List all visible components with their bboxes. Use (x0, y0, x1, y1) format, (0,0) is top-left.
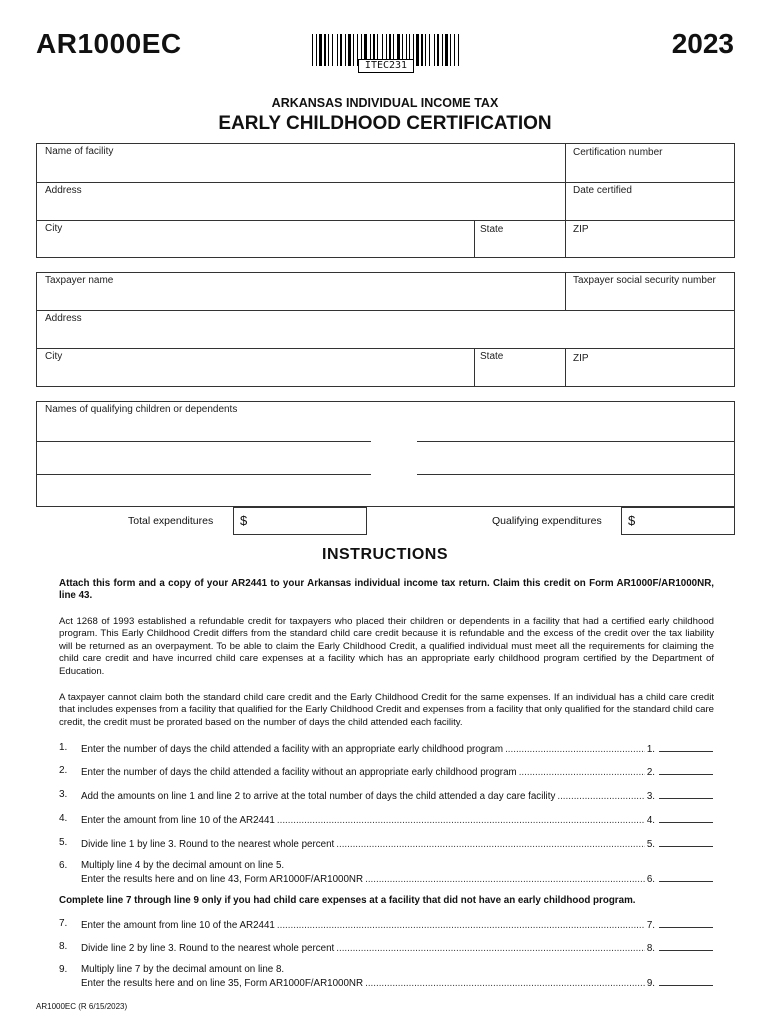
line-3-number: 3. (59, 789, 68, 800)
line-5-text: Divide line 1 by line 3. Round to the nearest whole percent (81, 839, 335, 850)
facility-section (36, 143, 735, 258)
taxpayer-zip-field[interactable]: ZIP (573, 353, 589, 364)
taxpayer-state-field[interactable]: State (480, 351, 504, 362)
line-6-text-a: Multiply line 4 by the decimal amount on line 5. (81, 860, 285, 871)
qualifying-expenditures-field[interactable] (621, 507, 735, 535)
form-revision: AR1000EC (R 6/15/2023) (36, 1002, 128, 1011)
total-expenditures-label: Total expenditures (128, 515, 214, 527)
line-5 (81, 837, 713, 851)
line-6-entry[interactable] (659, 872, 713, 882)
taxpayer-ssn-field[interactable]: Taxpayer social security number (573, 275, 716, 286)
qualifying-expenditures-label: Qualifying expenditures (492, 515, 602, 527)
line-7-entry[interactable] (659, 918, 713, 928)
line-9-number: 9. (59, 964, 68, 975)
qualifying-dollar-sign: $ (628, 513, 636, 528)
line-8-text: Divide line 2 by line 3. Round to the nearest whole percent (81, 943, 335, 954)
line-7-text: Enter the amount from line 10 of the AR2441 (81, 920, 275, 931)
date-certified-field[interactable]: Date certified (573, 185, 632, 196)
line-4-text: Enter the amount from line 10 of the AR2441 (81, 815, 275, 826)
certification-number-field[interactable]: Certification number (573, 147, 663, 158)
line-1-number: 1. (59, 742, 68, 753)
complete-note: Complete line 7 through line 9 only if you had child care expenses at a facility that did not have an early childhood program. (59, 895, 636, 906)
attach-instruction: Attach this form and a copy of your AR2441 to your Arkansas individual income tax return. Claim this credit on Form AR1000F/AR1000NR, line 43. (59, 578, 714, 602)
facility-zip-field[interactable]: ZIP (573, 224, 589, 235)
line-9 (81, 976, 713, 990)
line-2-ref: 2. (646, 767, 655, 778)
line-4-ref: 4. (646, 815, 655, 826)
taxpayer-section (36, 272, 735, 387)
child-name-line-3[interactable] (36, 474, 371, 475)
line-2-number: 2. (59, 765, 68, 776)
line-8-entry[interactable] (659, 941, 713, 951)
line-9-text-a: Multiply line 7 by the decimal amount on line 8. (81, 964, 285, 975)
line-2-entry[interactable] (659, 765, 713, 775)
line-9-text: Enter the results here and on line 35, Form AR1000F/AR1000NR (81, 978, 364, 989)
line-1-text: Enter the number of days the child attended a facility with an appropriate early childhood program (81, 744, 504, 755)
total-dollar-sign: $ (240, 513, 248, 528)
line-6-ref: 6. (646, 874, 655, 885)
facility-state-field[interactable]: State (480, 224, 504, 235)
form-title: EARLY CHILDHOOD CERTIFICATION (218, 113, 552, 134)
form-id: AR1000EC (36, 28, 182, 59)
line-7-number: 7. (59, 918, 68, 929)
taxpayer-address-field[interactable]: Address (45, 313, 82, 324)
line-8-ref: 8. (646, 943, 655, 954)
line-7-ref: 7. (646, 920, 655, 931)
line-2 (81, 765, 713, 779)
line-5-number: 5. (59, 837, 68, 848)
instructions-title: INSTRUCTIONS (322, 546, 448, 563)
instructions-paragraph-1: Act 1268 of 1993 established a refundable credit for taxpayers who placed their children or dependents in a facility that had a certified early childhood program. This Early Childhood Credit differs from the standard child care credit because it is refundable and the excess of the credit over the tax liability will be returned as an overpayment. To be able to claim the Early Childhood Credit, a qualified individual must meet all the requirements for claiming the child care credit and have incurred child care expenses at a facility which has an appropriate early childhood program certified by the Department of Education. (59, 616, 714, 677)
line-1-entry[interactable] (659, 742, 713, 752)
child-name-line-2[interactable] (417, 441, 735, 442)
total-expenditures-field[interactable] (233, 507, 367, 535)
barcode-text: ITEC231 (358, 59, 414, 73)
line-4 (81, 813, 713, 827)
facility-name-field[interactable]: Name of facility (45, 146, 114, 157)
line-3-ref: 3. (646, 791, 655, 802)
line-8 (81, 941, 713, 955)
facility-city-field[interactable]: City (45, 223, 63, 234)
line-1 (81, 742, 713, 756)
line-8-number: 8. (59, 941, 68, 952)
taxpayer-name-field[interactable]: Taxpayer name (45, 275, 114, 286)
line-9-entry[interactable] (659, 976, 713, 986)
line-3 (81, 789, 713, 803)
instructions-paragraph-2: A taxpayer cannot claim both the standard child care credit and the Early Childhood Credit for the same expenses. If an individual has a child care credit that includes expenses from a facility that qualified for the Early Childhood Credit and expenses from a facility that only qualified for the standard child care credit, the credit must be prorated based on the number of days the child attended each facility. (59, 692, 714, 728)
taxpayer-city-field[interactable]: City (45, 351, 63, 362)
line-7 (81, 918, 713, 932)
line-1-ref: 1. (646, 744, 655, 755)
facility-address-field[interactable]: Address (45, 185, 82, 196)
form-header: ARKANSAS INDIVIDUAL INCOME TAX (271, 96, 499, 110)
line-2-text: Enter the number of days the child attended a facility without an appropriate early childhood program (81, 767, 517, 778)
tax-year: 2023 (671, 28, 734, 59)
children-section (36, 401, 735, 507)
child-name-line-4[interactable] (417, 474, 735, 475)
line-3-text: Add the amounts on line 1 and line 2 to arrive at the total number of days the child attended a day care facility (81, 791, 556, 802)
line-9-ref: 9. (646, 978, 655, 989)
line-4-number: 4. (59, 813, 68, 824)
line-5-entry[interactable] (659, 837, 713, 847)
line-6-text: Enter the results here and on line 43, Form AR1000F/AR1000NR (81, 874, 364, 885)
line-4-entry[interactable] (659, 813, 713, 823)
line-6 (81, 872, 713, 886)
child-name-line-1[interactable] (36, 441, 371, 442)
line-6-number: 6. (59, 860, 68, 871)
line-3-entry[interactable] (659, 789, 713, 799)
line-5-ref: 5. (646, 839, 655, 850)
children-label: Names of qualifying children or dependents (45, 404, 238, 415)
